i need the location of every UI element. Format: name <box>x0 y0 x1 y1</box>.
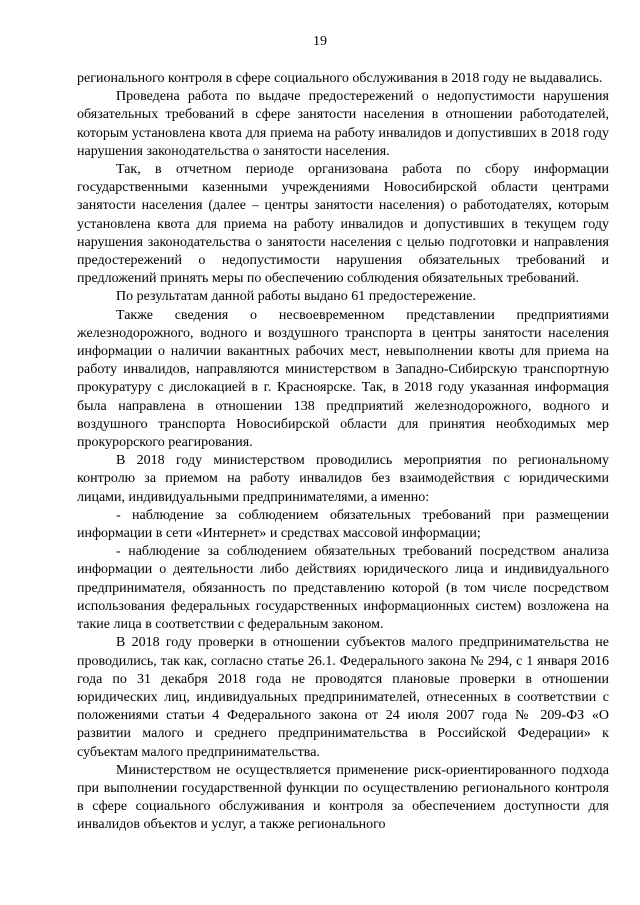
paragraph-4: По результатам данной работы выдано 61 предостережение. <box>116 289 476 305</box>
paragraph-7: В 2018 году проверки в отношении субъектов малого предпринимательства не проводились, так как, согласно статье 26.1. Федерального закона № 294, с 1 января 2016 года по 31 декабря 2018 года не проводятся плановые проверки в отношении юридических лиц, индивидуальных предпринимателей, отнесенных в соответствии с положениями статьи 4 Федерального закона от 24 июля 2007 года № 209-ФЗ «О развитии малого и среднего предпринимательства в Российской Федерации» к субъектам малого предпринимательства. <box>77 635 609 760</box>
list-item-1: - наблюдение за соблюдением обязательных требований при размещении информации в сети «Интернет» и средствах массовой информации; <box>77 507 609 542</box>
paragraph-3: Так, в отчетном периоде организована работа по сбору информации государственными казенными учреждениями Новосибирской области центрами занятости населения (далее – центры занятости населения) о работодателях, которым установлена квота для приема на работу инвалидов и допустивших в текущем году нарушения законодательства о занятости населения с целью подготовки и направления предостережений о недопустимости нарушения обязательных требований и предложений принять меры по обеспечению соблюдения обязательных требований. <box>77 162 609 287</box>
paragraph-5: Также сведения о несвоевременном представлении предприятиями железнодорожного, водного и воздушного транспорта в центры занятости населения информации о наличии вакантных рабочих мест, невыполнении квоты для приема на работу инвалидов, направляются министерством в Западно-Сибирскую транспортную прокуратуру с дислокацией в г. Красноярске. Так, в 2018 году указанная информация была направлена в отношении 138 предприятий железнодорожного, водного и воздушного транспорта Новосибирской области для принятия необходимых мер прокурорского реагирования. <box>77 307 609 451</box>
paragraph-2: Проведена работа по выдаче предостережений о недопустимости нарушения обязательных требований в сфере занятости населения в отношении работодателей, которым установлена квота для приема на работу инвалидов и допустивших в 2018 году нарушения законодательства о занятости населения. <box>77 89 609 159</box>
page-number: 19 <box>313 34 327 49</box>
paragraph-1: регионального контроля в сфере социального обслуживания в 2018 году не выдавались. <box>77 71 603 86</box>
paragraph-6: В 2018 году министерством проводились мероприятия по региональному контролю за приемом на работу инвалидов без взаимодействия с юридическими лицами, индивидуальными предпринимателями, а именно: <box>77 453 609 505</box>
document-body <box>77 70 609 835</box>
list-item-2: - наблюдение за соблюдением обязательных требований посредством анализа информации о деятельности либо действиях юридического лица и индивидуального предпринимателя, обязанность по представлению которой (в том числе посредством использования федеральных государственных информационных систем) возложена на такие лица в соответствии с федеральным законом. <box>77 544 609 633</box>
paragraph-8: Министерством не осуществляется применение риск-ориентированного подхода при выполнении государственной функции по осуществлению регионального контроля в сфере социального обслуживания и контроля за обеспечением доступности для инвалидов объектов и услуг, а также регионального <box>77 762 609 833</box>
